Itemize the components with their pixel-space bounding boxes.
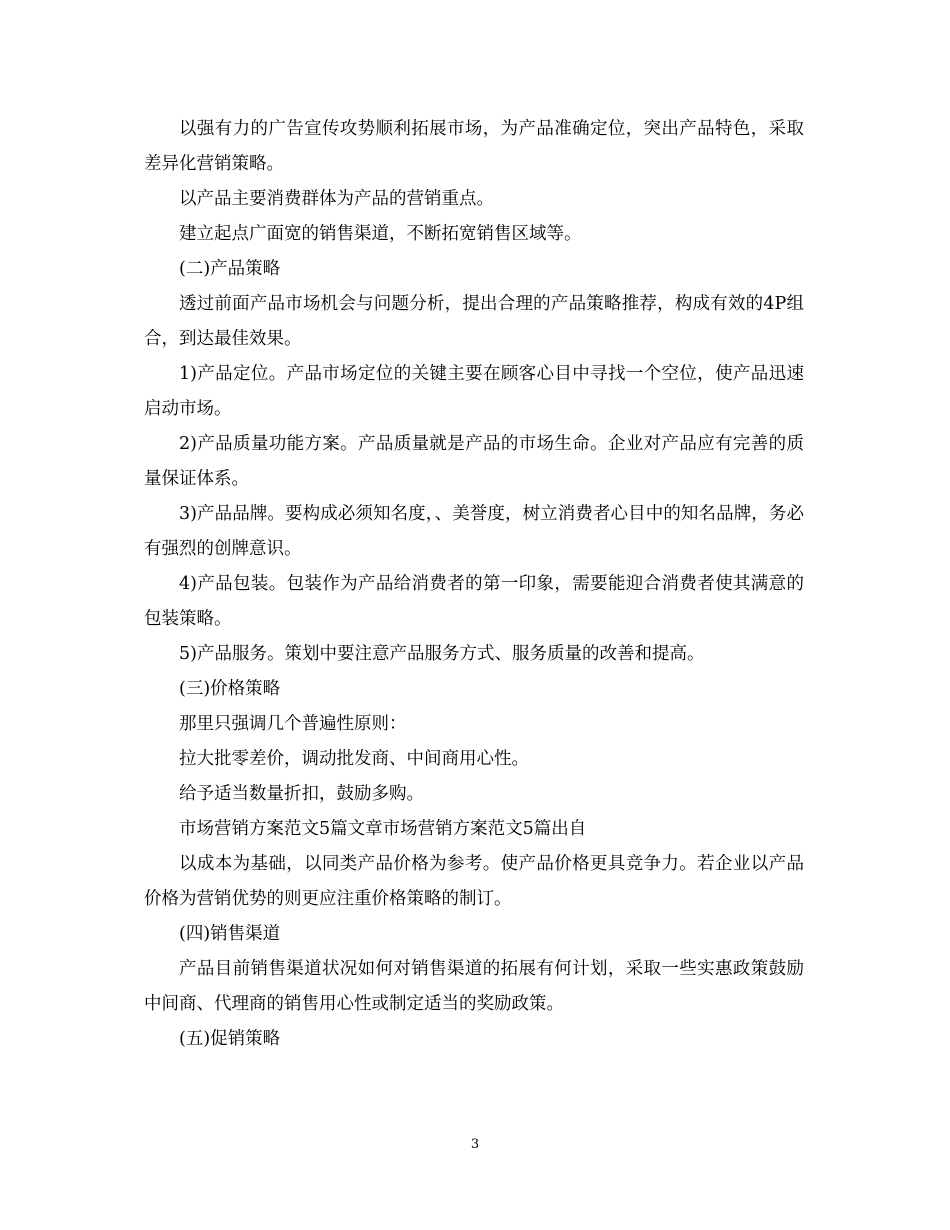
paragraph-13: 拉大批零差价，调动批发商、中间商用心性。 — [179, 749, 529, 769]
paragraph-5: 透过前面产品市场机会与问题分析，提出合理的产品策略推荐，构成有效的4P组合，到达最佳效果。 — [144, 294, 804, 349]
paragraph-1: 以强有力的广告宣传攻势顺利拓展市场，为产品准确定位，突出产品特色，采取差异化营销策略。 — [144, 119, 804, 174]
section-heading-promotion-strategy: (五)促销策略 — [179, 1029, 281, 1049]
paragraph-source-note: 市场营销方案范文5篇文章市场营销方案范文5篇出自 — [179, 819, 587, 839]
paragraph-12: 那里只强调几个普遍性原则： — [179, 714, 407, 734]
page-number: 3 — [470, 1137, 480, 1152]
paragraph-14: 给予适当数量折扣，鼓励多购。 — [179, 784, 424, 804]
section-heading-price-strategy: (三)价格策略 — [179, 679, 281, 699]
paragraph-product-packaging: 4)产品包装。包装作为产品给消费者的第一印象，需要能迎合消费者使其满意的包装策略。 — [144, 574, 804, 629]
section-heading-sales-channels: (四)销售渠道 — [179, 924, 281, 944]
paragraph-product-quality: 2)产品质量功能方案。产品质量就是产品的市场生命。企业对产品应有完善的质量保证体系。 — [144, 434, 804, 489]
paragraph-product-service: 5)产品服务。策划中要注意产品服务方式、服务质量的改善和提高。 — [179, 644, 705, 664]
paragraph-18: 产品目前销售渠道状况如何对销售渠道的拓展有何计划，采取一些实惠政策鼓励中间商、代理商的销售用心性或制定适当的奖励政策。 — [144, 959, 804, 1014]
section-heading-product-strategy: (二)产品策略 — [179, 259, 281, 279]
paragraph-3: 建立起点广面宽的销售渠道，不断拓宽销售区域等。 — [179, 224, 582, 244]
paragraph-product-positioning: 1)产品定位。产品市场定位的关键主要在顾客心目中寻找一个空位，使产品迅速启动市场。 — [144, 364, 804, 419]
paragraph-2: 以产品主要消费群体为产品的营销重点。 — [179, 189, 494, 209]
body-text — [144, 112, 804, 1057]
paragraph-16: 以成本为基础，以同类产品价格为参考。使产品价格更具竞争力。若企业以产品价格为营销优势的则更应注重价格策略的制订。 — [144, 854, 804, 909]
paragraph-product-brand: 3)产品品牌。要构成必须知名度，、美誉度，树立消费者心目中的知名品牌，务必有强烈的创牌意识。 — [144, 504, 804, 559]
